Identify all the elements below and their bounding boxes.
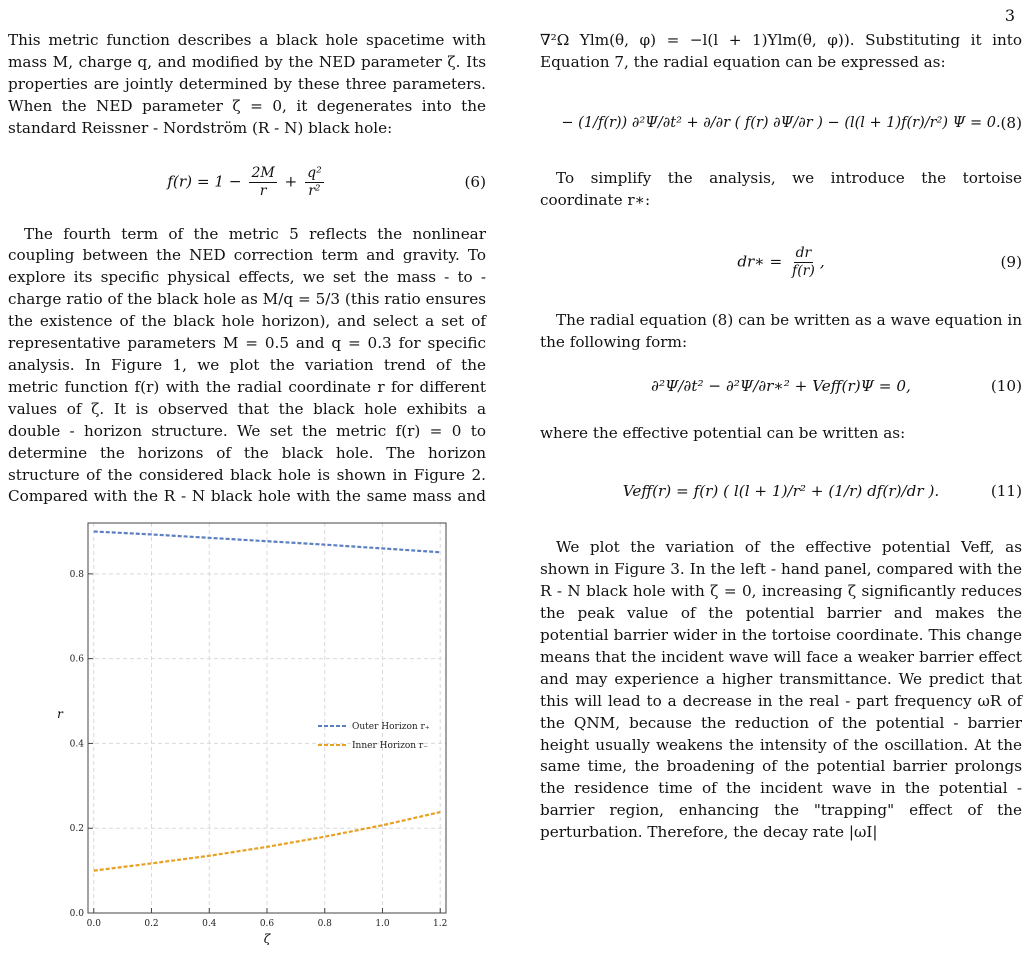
equation-6-lhs: f(r) = 1 − <box>167 172 242 191</box>
equation-10-number: (10) <box>990 377 1022 396</box>
equation-9-body: dr∗ = $\frac{dr}{f(r)}$ , <box>737 245 825 280</box>
equation-6-frac-2: $\frac{\text{q²}}{\text{r²}}$ <box>307 165 322 200</box>
y-axis-label: r <box>57 707 63 721</box>
right-paragraph-5: We plot the variation of the effective potential Veff, as shown in Figure 3. In the left - hand panel, compared with the R - N black hole with ζ = 0, increasing ζ significantly reduces the peak value of the potential barrier and makes the potential barrier wider in the tortoise coordinate. This change means that the incident wave will face a weaker barrier effect and may experience a higher transmittance. We predict that this will lead to a decrease in the real - part frequency ωR of the QNM, because the reduction of the potential - barrier height usually weakens the intensity of the oscillation. At the same time, the broadening of the potential barrier prolongs the residence time of the incident wave in the potential - barrier region, enhancing the "trapping" effect of the perturbation. Therefore, the decay rate |ωI| <box>540 538 1022 842</box>
x-tick-label: 1.2 <box>433 919 448 929</box>
equation-8 <box>540 94 1022 154</box>
x-tick-label: 0.6 <box>259 919 275 929</box>
legend-label-0: Outer Horizon r₊ <box>352 722 430 732</box>
left-paragraph-2: The fourth term of the metric 5 reflects the nonlinear coupling between the NED correction term and gravity. To explore its specific physical effects, we set the mass - to - charge ratio of the black hole as M/q = 5/3 (this ratio ensures the existence of the black hole horizon), and select a set of representative parameters M = 0.5 and q = 0.3 for specific analysis. In Figure 1, we plot the variation trend of the metric function f(r) with the radial coordinate r for different values of ζ. It is observed that the black hole exhibits a double - horizon structure. We set the metric f(r) = 0 to determine the horizons of the black hole. The horizon structure of the considered black hole is shown in Figure 2. Compared with the R - N black hole with the same mass and <box>8 224 486 506</box>
figure-horizon-structure <box>0 505 486 949</box>
equation-11-body: Veff(r) = f(r) ( l(l + 1)/r² + (1/r) df(r)/dr ). <box>622 482 940 501</box>
right-paragraph-1: ∇²Ω Ylm(θ, φ) = −l(l + 1)Ylm(θ, φ)). Substituting it into Equation 7, the radial equation can be expressed as: <box>540 31 1022 71</box>
equation-10-body: ∂²Ψ/∂t² − ∂²Ψ/∂r∗² + Veff(r)Ψ = 0, <box>651 377 911 396</box>
x-tick-label: 0.4 <box>202 919 217 929</box>
equation-9-frac: $\frac{dr}{f(r)}$ <box>792 245 815 280</box>
x-tick-label: 0.0 <box>86 919 101 929</box>
x-tick-label: 0.2 <box>144 919 159 929</box>
x-tick-label: 0.8 <box>317 919 332 929</box>
y-tick-label: 0.6 <box>69 654 84 665</box>
left-column <box>8 30 486 552</box>
horizon-chart <box>0 505 486 945</box>
x-axis-label: ζ <box>263 932 271 945</box>
equation-8-body: − (1/f(r)) ∂²Ψ/∂t² + ∂/∂r ( f(r) ∂Ψ/∂r ) − (l(l + 1)f(r)/r²) Ψ = 0. <box>561 114 1001 131</box>
legend-label-1: Inner Horizon r₋ <box>352 741 428 751</box>
page-number: 3 <box>1004 6 1015 25</box>
y-tick-label: 0.8 <box>69 569 84 580</box>
equation-11 <box>540 461 1022 523</box>
left-paragraph-1: This metric function describes a black hole spacetime with mass M, charge q, and modified by the NED parameter ζ. Its properties are jointly determined by these three parameters. When the NED parameter ζ = 0, it degenerates into the standard Reissner - Nordström (R - N) black hole: <box>8 31 486 137</box>
equation-9-number: (9) <box>1000 252 1022 271</box>
equation-6-frac-1: $\frac{2M}{r}$ <box>251 165 275 200</box>
y-tick-label: 0.4 <box>69 739 84 750</box>
equation-6-body <box>167 165 326 200</box>
equation-11-number: (11) <box>990 482 1022 501</box>
right-column <box>540 30 1022 844</box>
right-paragraph-2: To simplify the analysis, we introduce the tortoise coordinate r∗: <box>540 168 1022 209</box>
equation-6 <box>8 150 486 216</box>
equation-6-plus: + <box>284 172 298 191</box>
right-paragraph-3: The radial equation (8) can be written as a wave equation in the following form: <box>540 310 1022 351</box>
equation-6-number: (6) <box>464 172 486 191</box>
y-tick-label: 0.2 <box>69 824 84 835</box>
equation-9 <box>540 230 1022 296</box>
x-tick-label: 1.0 <box>375 919 390 929</box>
equation-8-number: (8) <box>1000 113 1022 132</box>
equation-10 <box>540 359 1022 415</box>
y-tick-label: 0.0 <box>69 909 84 919</box>
equation-9-lhs: dr∗ = <box>737 252 783 271</box>
right-paragraph-4: where the effective potential can be written as: <box>540 424 906 443</box>
